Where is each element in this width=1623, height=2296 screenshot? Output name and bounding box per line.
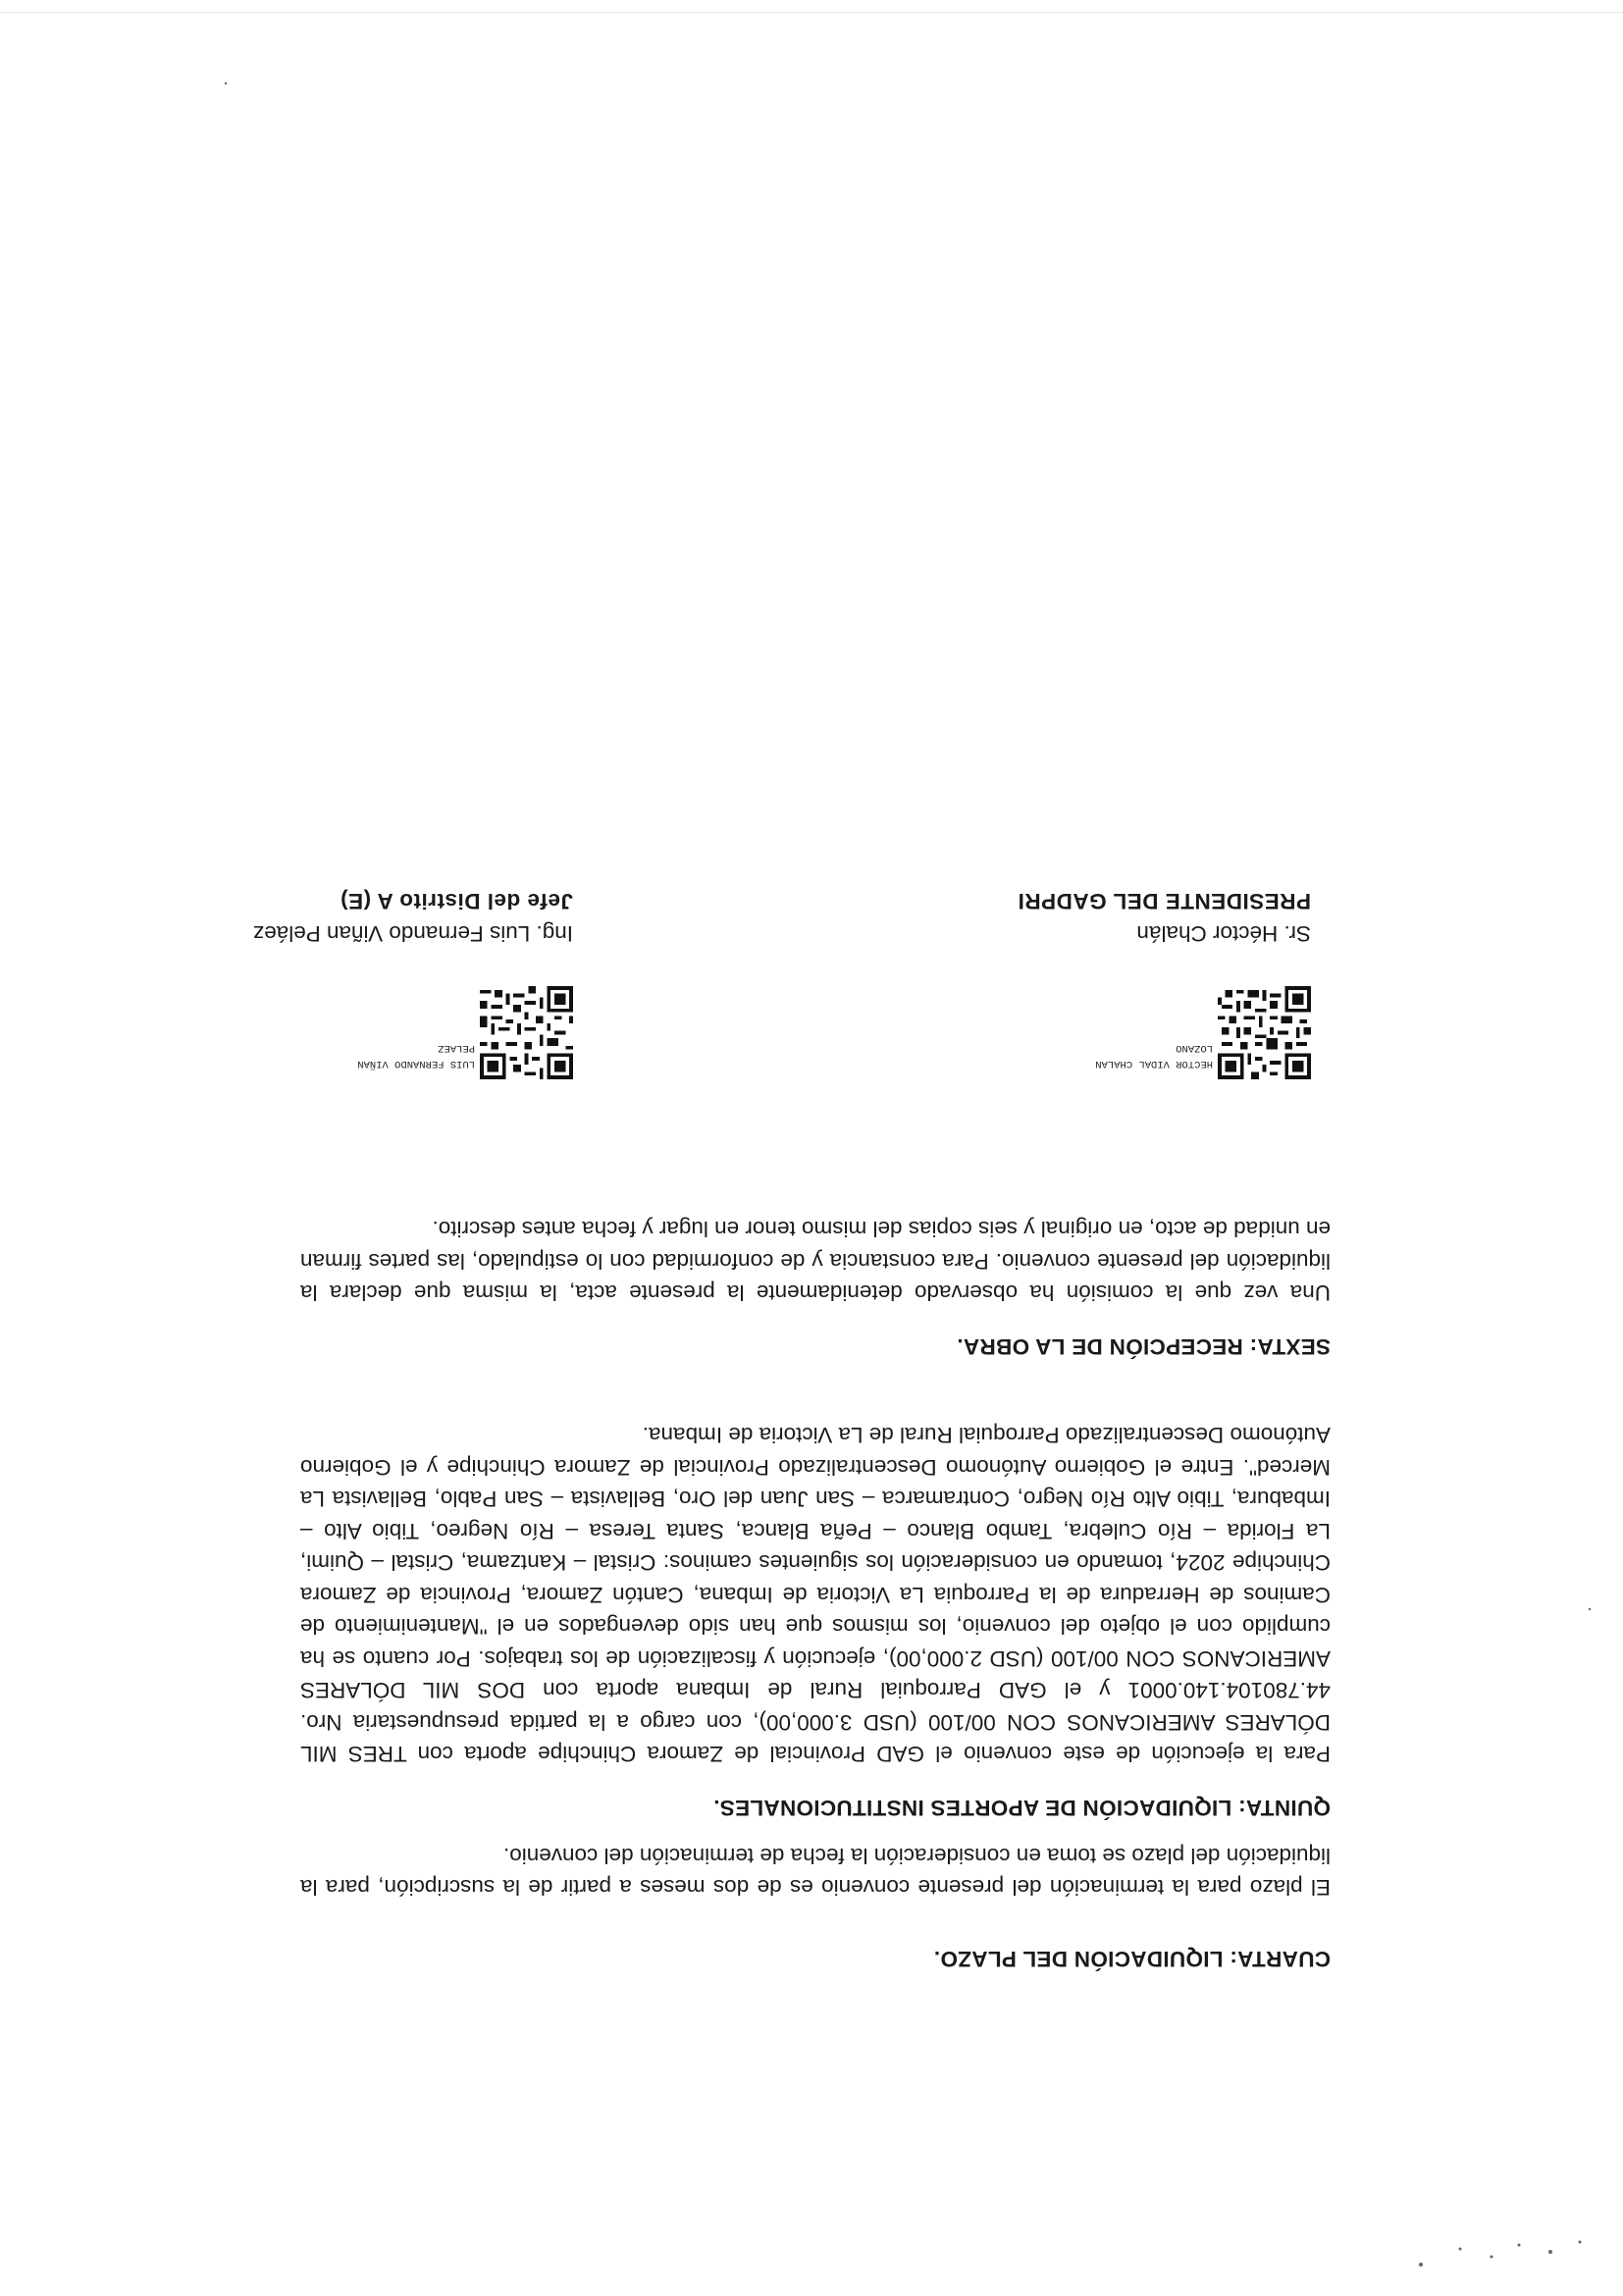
section-paragraph: El plazo para la terminación del presente convenio es de dos meses a partir de la suscripción, para la liquidación del plazo se toma en consideración la fecha de terminación del convenio. (300, 1844, 1331, 1901)
section-heading: SEXTA: RECEPCIÓN DE LA OBRA. (957, 1334, 1331, 1359)
qr-code-icon (1218, 986, 1311, 1079)
signature-block-luis (253, 885, 573, 950)
qr-caption (259, 1040, 475, 1071)
signature-qr-luis (357, 986, 573, 1079)
section-heading: QUINTA: LIQUIDACIÓN DE APORTES INSTITUCIONALES. (712, 1796, 1331, 1820)
section-quinta (300, 1419, 1331, 1823)
signer-digital-name-line2: PELAEZ (438, 1042, 475, 1054)
signature-qr-hector (1095, 986, 1311, 1079)
section-paragraph: Una vez que la comisión ha observado detenidamente la presente acta, la misma que declara la liquidación del presente convenio. Para constancia y de conformidad con lo estipulado, las partes firman en unidad de acto, en original y seis copias del mismo tenor en lugar y fecha antes descrito. (300, 1217, 1331, 1306)
qr-caption (997, 1040, 1213, 1071)
qr-code-icon (480, 986, 573, 1079)
section-heading: CUARTA: LIQUIDACIÓN DEL PLAZO. (933, 1947, 1331, 1971)
section-paragraph: Para la ejecución de este convenio el GAD Provincial de Zamora Chinchipe aporta con TRES MIL DÓLARES AMERICANOS CON 00/100 (USD 3.000,00), con cargo a la partida presupuestaria Nro. 44.780104.140.0001 y el GAD Parroquial Rural de Imbana aporta con DOS MIL DÓLARES AMERICANOS CON 00/100 (USD 2.000,00), ejecución y fiscalización de los trabajos. Por cuanto se ha cumplido con el objeto del convenio, los mismos que han sido devengados en el "Mantenimiento de Caminos de Herradura de la Parroquia La Victoria de Imbana, Cantón Zamora, Provincia de Zamora Chinchipe 2024, tomando en consideración los siguientes caminos: Cristal – Kantzama, Cristal – Quimi, La Florida – Río Culebra, Tambo Blanco – Peña Blanca, Santa Teresa – Río Negreo, Tibio Alto – Imbabura, Tibio Alto Río Negro, Contramarca – San Juan del Oro, Bellavista – San Pablo, Bellavista La Merced". Entre el Gobierno Autónomo Descentralizado Provincial de Zamora Chinchipe y el Gobierno Autónomo Descentralizado Parroquial Rural de La Victoria de Imbana. (300, 1423, 1331, 1767)
signer-role: PRESIDENTE DEL GADPRI (1018, 889, 1311, 913)
signer-digital-name-line1: LUIS FERNANDO VIÑAN (357, 1058, 475, 1070)
signer-digital-name-line1: HECTOR VIDAL CHALAN (1095, 1058, 1213, 1070)
section-sexta (300, 1213, 1331, 1362)
signer-digital-name-line2: LOZANO (1176, 1042, 1213, 1054)
signer-name: Ing. Luis Fernando Viñan Peláez (252, 921, 573, 946)
signer-role: Jefe del Distrito A (E) (340, 889, 573, 913)
signature-block-hector (1018, 885, 1311, 950)
section-cuarta (300, 1840, 1331, 1975)
signer-name: Sr. Héctor Chalán (1136, 921, 1311, 946)
